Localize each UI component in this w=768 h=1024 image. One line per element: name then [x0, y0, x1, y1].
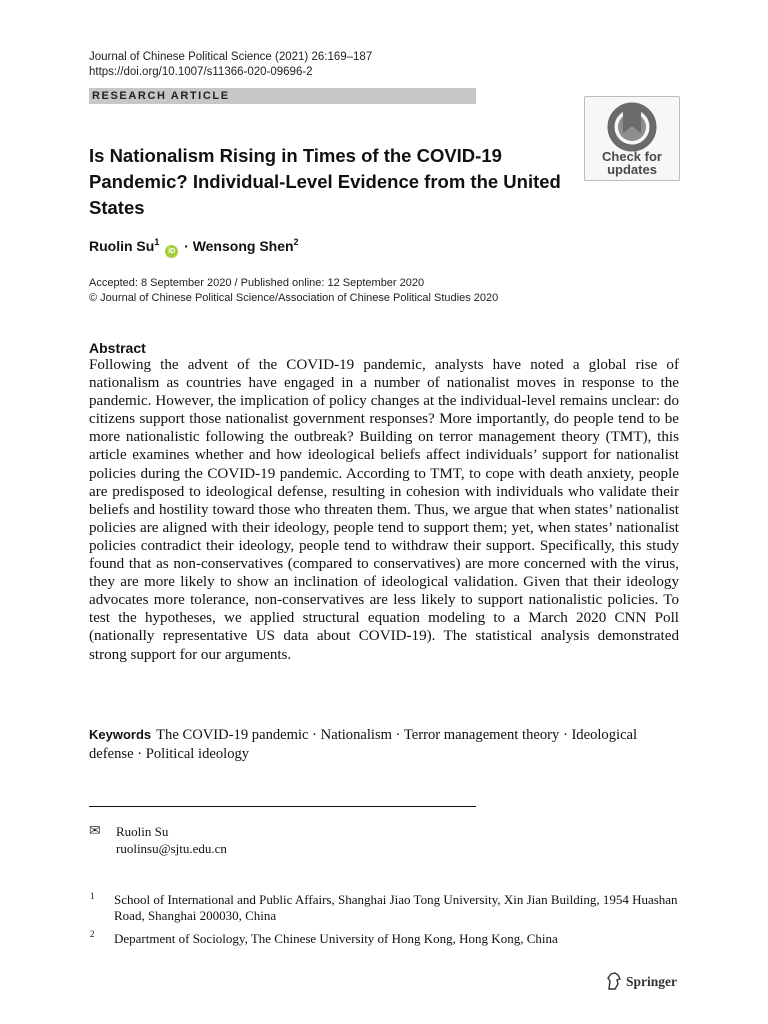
author-name[interactable]: Wensong Shen — [192, 238, 294, 254]
author-affiliation-marker: 1 — [154, 237, 160, 247]
affiliation-text: Department of Sociology, The Chinese University of Hong Kong, Hong Kong, China — [114, 931, 558, 946]
abstract-heading: Abstract — [89, 340, 146, 356]
article-title: Is Nationalism Rising in Times of the COVID-19 Pandemic? Individual-Level Evidence from the United States — [89, 145, 561, 218]
abstract-body: Following the advent of the COVID-19 pandemic, analysts have noted a global rise of nationalism as countries have engaged in a number of nationalist moves in response to the pandemic. However, the implication of policy changes at the individual-level remains unclear: do citizens support those nationalist government responses? More importantly, do people tend to be more nationalistic following the outbreak? Building on terror management theory (TMT), this article examines whether and how ideological beliefs affect individuals’ support for nationalist policies during the COVID-19 pandemic. According to TMT, to cope with death anxiety, people are predisposed to ideological defense, resulting in cohesion with individuals who validate their beliefs and hostility toward those who threaten them. Thus, we argue that when states’ nationalist policies are aligned with their ideology, people tend to support them; yet, when states’ nationalist policies contradict their ideology, people tend to withdraw their support. Specifically, this study found that as non-conservatives (compared to conservatives) are more concerned with the virus, they are more likely to show an inclination of ideological validation. Given that their ideology advocates more tolerance, non-conservatives are less likely to support nationalistic policies. To test the hypotheses, we applied structural equation modeling to a March 2020 CNN Poll (nationally representative US data about COVID-19). The statistical analysis demonstrated strong support for our arguments. — [89, 357, 679, 663]
author-affiliation-marker: 2 — [293, 237, 299, 247]
corresponding-author-email[interactable]: ruolinsu@sjtu.edu.cn — [116, 841, 227, 856]
author-separator: · — [184, 238, 189, 254]
keywords-section — [89, 725, 679, 764]
doi-link[interactable]: https://doi.org/10.1007/s11366-020-09696-2 — [89, 66, 313, 78]
article-type-label: RESEARCH ARTICLE — [92, 90, 230, 102]
publisher-logo — [606, 972, 677, 991]
envelope-icon: ✉ — [89, 824, 101, 839]
affiliation-number: 1 — [90, 891, 95, 901]
copyright-icon: © — [89, 292, 98, 304]
journal-citation: Journal of Chinese Political Science (2021) 26:169–187 — [89, 51, 373, 63]
article-type-bar — [89, 88, 476, 104]
check-for-updates-icon — [585, 101, 679, 155]
affiliation-text: School of International and Public Affairs, Shanghai Jiao Tong University, Xin Jian Building, 1954 Huashan Road, Shanghai 200030, China — [114, 892, 678, 923]
publisher-name: Springer — [626, 974, 678, 989]
check-for-updates-line2: updates — [607, 162, 657, 177]
orcid-icon[interactable]: iD — [165, 245, 178, 258]
author-name[interactable]: Ruolin Su — [89, 238, 155, 254]
keywords-label: Keywords — [89, 727, 152, 742]
check-for-updates-badge[interactable] — [584, 96, 680, 181]
copyright-text: Journal of Chinese Political Science/Association of Chinese Political Studies 2020 — [100, 292, 499, 304]
author-list — [89, 232, 299, 258]
copyright-notice — [89, 291, 498, 306]
footnote-divider — [89, 806, 476, 807]
keywords-text: The COVID-19 pandemic · Nationalism · Terror management theory · Ideological defense · Political ideology — [89, 727, 638, 762]
publication-dates: Accepted: 8 September 2020 / Published online: 12 September 2020 — [89, 277, 425, 289]
affiliation-number: 2 — [90, 929, 95, 939]
corresponding-author-name: Ruolin Su — [116, 824, 169, 839]
check-for-updates-line1: Check for — [602, 149, 662, 164]
springer-horse-icon — [606, 972, 622, 990]
